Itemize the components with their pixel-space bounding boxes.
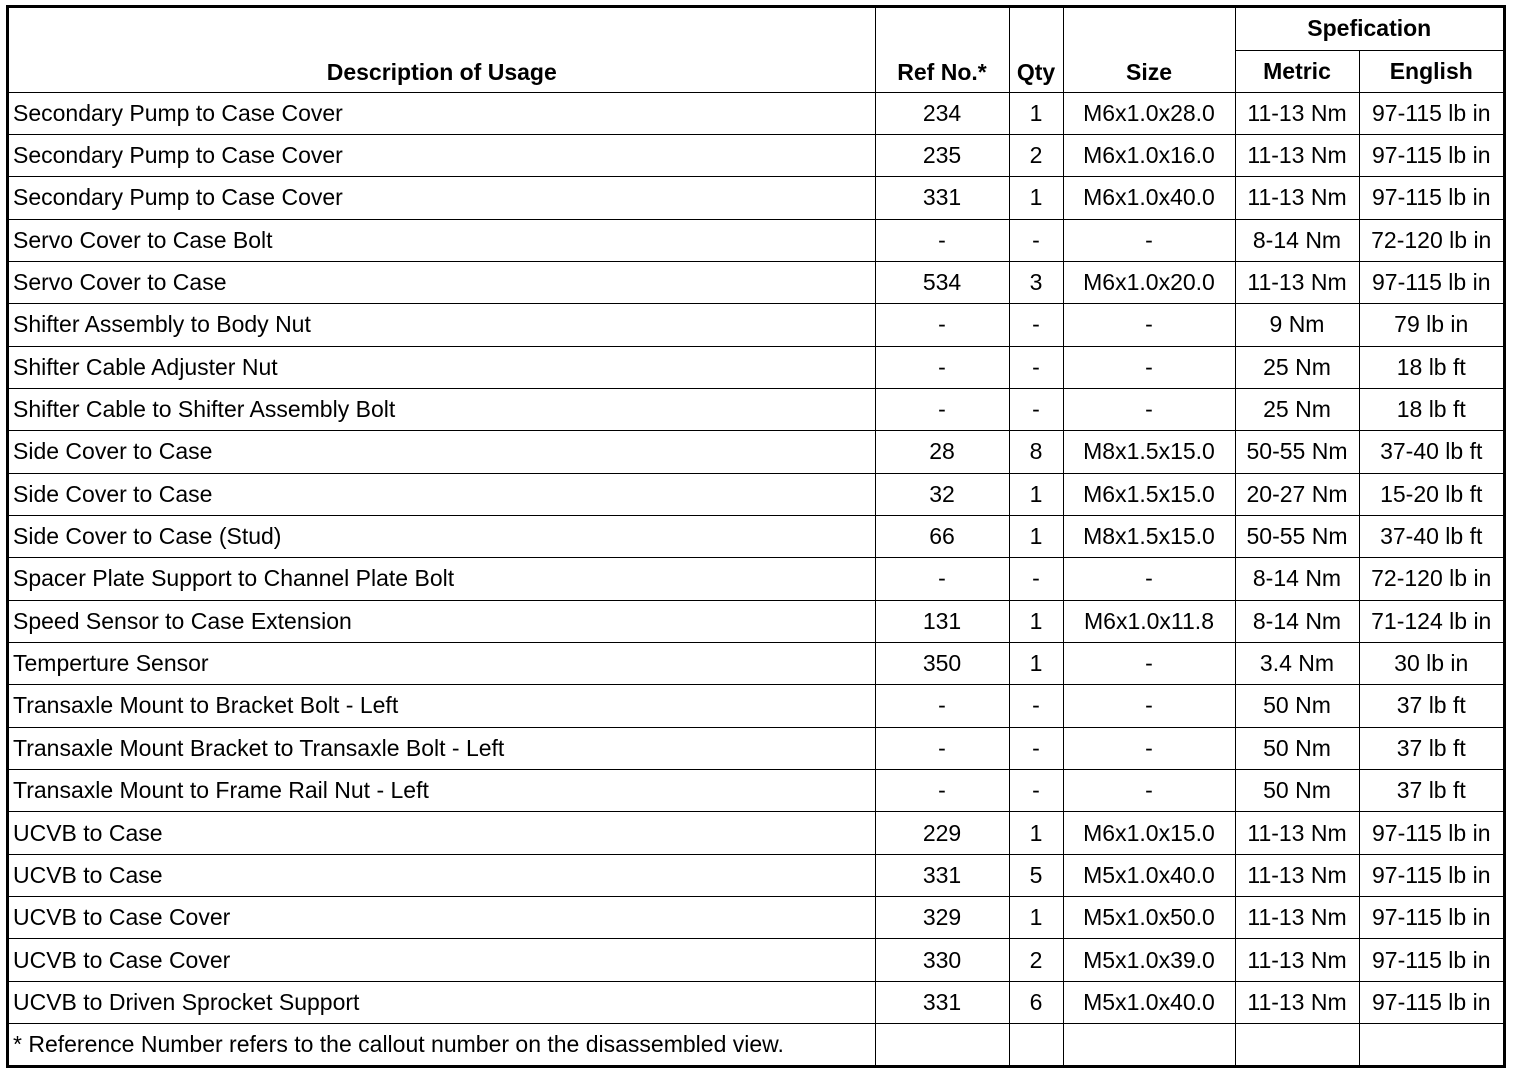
cell-ref-no: 28 — [875, 431, 1009, 473]
footnote: * Reference Number refers to the callout number on the disassembled view. — [9, 1024, 875, 1066]
table-row — [9, 515, 1503, 557]
cell-description: Spacer Plate Support to Channel Plate Bolt — [9, 558, 875, 600]
table-body — [9, 92, 1503, 1066]
cell-ref-no: - — [875, 685, 1009, 727]
cell-size: M8x1.5x15.0 — [1063, 515, 1235, 557]
cell-qty: - — [1009, 558, 1063, 600]
cell-metric: 50 Nm — [1235, 685, 1359, 727]
cell-ref-no: - — [875, 727, 1009, 769]
cell-description: UCVB to Case — [9, 812, 875, 854]
cell-metric: 11-13 Nm — [1235, 854, 1359, 896]
torque-spec-table — [9, 8, 1503, 1066]
cell-metric: 11-13 Nm — [1235, 812, 1359, 854]
cell-qty: 1 — [1009, 177, 1063, 219]
cell-qty: 1 — [1009, 897, 1063, 939]
cell-english: 18 lb ft — [1359, 388, 1503, 430]
header-ref-no: Ref No.* — [875, 8, 1009, 92]
cell-ref-no: 331 — [875, 981, 1009, 1023]
cell-ref-no: 131 — [875, 600, 1009, 642]
cell-ref-no: 330 — [875, 939, 1009, 981]
cell-description: Side Cover to Case — [9, 431, 875, 473]
cell-ref-no: 331 — [875, 177, 1009, 219]
cell-ref-no: - — [875, 558, 1009, 600]
cell-ref-no: 229 — [875, 812, 1009, 854]
cell-qty: 1 — [1009, 515, 1063, 557]
cell-qty: 1 — [1009, 600, 1063, 642]
cell-metric: 50 Nm — [1235, 770, 1359, 812]
cell-description: Transaxle Mount to Frame Rail Nut - Left — [9, 770, 875, 812]
table-row — [9, 346, 1503, 388]
cell-description: Shifter Cable to Shifter Assembly Bolt — [9, 388, 875, 430]
cell-english: 97-115 lb in — [1359, 981, 1503, 1023]
cell-description: Side Cover to Case — [9, 473, 875, 515]
table-row — [9, 219, 1503, 261]
cell-description: Secondary Pump to Case Cover — [9, 92, 875, 134]
cell-metric: 11-13 Nm — [1235, 134, 1359, 176]
header-description: Description of Usage — [9, 8, 875, 92]
cell-qty: 6 — [1009, 981, 1063, 1023]
cell-description: UCVB to Case — [9, 854, 875, 896]
cell-metric: 25 Nm — [1235, 388, 1359, 430]
cell-qty: 8 — [1009, 431, 1063, 473]
cell-size: - — [1063, 346, 1235, 388]
cell-english: 97-115 lb in — [1359, 92, 1503, 134]
cell-ref-no: 234 — [875, 92, 1009, 134]
table-row — [9, 812, 1503, 854]
cell-metric: 11-13 Nm — [1235, 897, 1359, 939]
cell-metric: 11-13 Nm — [1235, 177, 1359, 219]
cell-english: 97-115 lb in — [1359, 261, 1503, 303]
cell-size: M6x1.0x20.0 — [1063, 261, 1235, 303]
cell-metric: 3.4 Nm — [1235, 642, 1359, 684]
cell-english: 37 lb ft — [1359, 685, 1503, 727]
table-row — [9, 134, 1503, 176]
cell-english: 37-40 lb ft — [1359, 431, 1503, 473]
cell-metric: 50 Nm — [1235, 727, 1359, 769]
table-row — [9, 261, 1503, 303]
header-metric: Metric — [1235, 50, 1359, 92]
cell-description: UCVB to Case Cover — [9, 939, 875, 981]
cell-qty: - — [1009, 770, 1063, 812]
table-row — [9, 981, 1503, 1023]
header-qty: Qty — [1009, 8, 1063, 92]
cell-metric: 25 Nm — [1235, 346, 1359, 388]
cell-qty: - — [1009, 685, 1063, 727]
empty-cell — [1009, 1024, 1063, 1066]
cell-description: Side Cover to Case (Stud) — [9, 515, 875, 557]
cell-ref-no: 331 — [875, 854, 1009, 896]
cell-size: - — [1063, 685, 1235, 727]
cell-ref-no: - — [875, 388, 1009, 430]
cell-description: Secondary Pump to Case Cover — [9, 177, 875, 219]
cell-qty: 5 — [1009, 854, 1063, 896]
cell-qty: 1 — [1009, 812, 1063, 854]
cell-english: 30 lb in — [1359, 642, 1503, 684]
cell-size: M5x1.0x39.0 — [1063, 939, 1235, 981]
table-row — [9, 473, 1503, 515]
cell-description: UCVB to Driven Sprocket Support — [9, 981, 875, 1023]
cell-metric: 50-55 Nm — [1235, 515, 1359, 557]
header-english: English — [1359, 50, 1503, 92]
cell-ref-no: 329 — [875, 897, 1009, 939]
cell-size: - — [1063, 770, 1235, 812]
cell-english: 71-124 lb in — [1359, 600, 1503, 642]
cell-english: 15-20 lb ft — [1359, 473, 1503, 515]
cell-qty: - — [1009, 346, 1063, 388]
table-row — [9, 388, 1503, 430]
cell-description: Servo Cover to Case — [9, 261, 875, 303]
table-row — [9, 854, 1503, 896]
cell-size: M5x1.0x40.0 — [1063, 854, 1235, 896]
cell-size: - — [1063, 558, 1235, 600]
cell-description: Secondary Pump to Case Cover — [9, 134, 875, 176]
table-row — [9, 770, 1503, 812]
torque-spec-table-frame — [6, 5, 1506, 1068]
cell-qty: 2 — [1009, 939, 1063, 981]
cell-size: M8x1.5x15.0 — [1063, 431, 1235, 473]
cell-qty: 3 — [1009, 261, 1063, 303]
cell-qty: - — [1009, 388, 1063, 430]
cell-ref-no: 235 — [875, 134, 1009, 176]
cell-english: 79 lb in — [1359, 304, 1503, 346]
cell-size: - — [1063, 642, 1235, 684]
cell-size: M6x1.0x15.0 — [1063, 812, 1235, 854]
cell-english: 97-115 lb in — [1359, 134, 1503, 176]
cell-english: 37 lb ft — [1359, 727, 1503, 769]
empty-cell — [1235, 1024, 1359, 1066]
cell-metric: 11-13 Nm — [1235, 92, 1359, 134]
cell-qty: - — [1009, 727, 1063, 769]
cell-english: 72-120 lb in — [1359, 219, 1503, 261]
cell-metric: 8-14 Nm — [1235, 558, 1359, 600]
cell-english: 72-120 lb in — [1359, 558, 1503, 600]
cell-metric: 8-14 Nm — [1235, 219, 1359, 261]
cell-size: - — [1063, 304, 1235, 346]
cell-description: Transaxle Mount to Bracket Bolt - Left — [9, 685, 875, 727]
cell-qty: 1 — [1009, 92, 1063, 134]
empty-cell — [1359, 1024, 1503, 1066]
table-row — [9, 642, 1503, 684]
table-row — [9, 727, 1503, 769]
cell-size: M5x1.0x50.0 — [1063, 897, 1235, 939]
cell-description: Shifter Cable Adjuster Nut — [9, 346, 875, 388]
table-row — [9, 177, 1503, 219]
footnote-row — [9, 1024, 1503, 1066]
cell-english: 97-115 lb in — [1359, 939, 1503, 981]
empty-cell — [875, 1024, 1009, 1066]
header-size: Size — [1063, 8, 1235, 92]
table-row — [9, 685, 1503, 727]
cell-english: 97-115 lb in — [1359, 812, 1503, 854]
cell-english: 97-115 lb in — [1359, 177, 1503, 219]
cell-size: M6x1.0x16.0 — [1063, 134, 1235, 176]
cell-size: - — [1063, 388, 1235, 430]
cell-metric: 8-14 Nm — [1235, 600, 1359, 642]
cell-metric: 11-13 Nm — [1235, 981, 1359, 1023]
cell-metric: 20-27 Nm — [1235, 473, 1359, 515]
table-row — [9, 897, 1503, 939]
table-row — [9, 431, 1503, 473]
table-row — [9, 939, 1503, 981]
cell-description: Temperture Sensor — [9, 642, 875, 684]
cell-size: M6x1.5x15.0 — [1063, 473, 1235, 515]
cell-ref-no: 66 — [875, 515, 1009, 557]
header-specification: Spefication — [1235, 8, 1503, 50]
cell-size: M6x1.0x40.0 — [1063, 177, 1235, 219]
cell-metric: 11-13 Nm — [1235, 261, 1359, 303]
cell-ref-no: - — [875, 304, 1009, 346]
cell-qty: 1 — [1009, 642, 1063, 684]
cell-metric: 50-55 Nm — [1235, 431, 1359, 473]
cell-ref-no: 350 — [875, 642, 1009, 684]
cell-description: Speed Sensor to Case Extension — [9, 600, 875, 642]
cell-english: 37 lb ft — [1359, 770, 1503, 812]
cell-ref-no: - — [875, 770, 1009, 812]
cell-qty: 1 — [1009, 473, 1063, 515]
cell-english: 97-115 lb in — [1359, 854, 1503, 896]
cell-qty: - — [1009, 304, 1063, 346]
cell-metric: 11-13 Nm — [1235, 939, 1359, 981]
cell-description: Servo Cover to Case Bolt — [9, 219, 875, 261]
cell-ref-no: - — [875, 346, 1009, 388]
cell-size: - — [1063, 219, 1235, 261]
cell-size: M5x1.0x40.0 — [1063, 981, 1235, 1023]
cell-size: - — [1063, 727, 1235, 769]
cell-qty: - — [1009, 219, 1063, 261]
cell-english: 97-115 lb in — [1359, 897, 1503, 939]
cell-qty: 2 — [1009, 134, 1063, 176]
cell-english: 37-40 lb ft — [1359, 515, 1503, 557]
cell-ref-no: 534 — [875, 261, 1009, 303]
table-row — [9, 558, 1503, 600]
cell-ref-no: - — [875, 219, 1009, 261]
table-row — [9, 92, 1503, 134]
table-row — [9, 600, 1503, 642]
cell-description: Transaxle Mount Bracket to Transaxle Bolt - Left — [9, 727, 875, 769]
cell-size: M6x1.0x28.0 — [1063, 92, 1235, 134]
cell-english: 18 lb ft — [1359, 346, 1503, 388]
table-row — [9, 304, 1503, 346]
cell-description: UCVB to Case Cover — [9, 897, 875, 939]
cell-description: Shifter Assembly to Body Nut — [9, 304, 875, 346]
cell-size: M6x1.0x11.8 — [1063, 600, 1235, 642]
cell-ref-no: 32 — [875, 473, 1009, 515]
empty-cell — [1063, 1024, 1235, 1066]
cell-metric: 9 Nm — [1235, 304, 1359, 346]
